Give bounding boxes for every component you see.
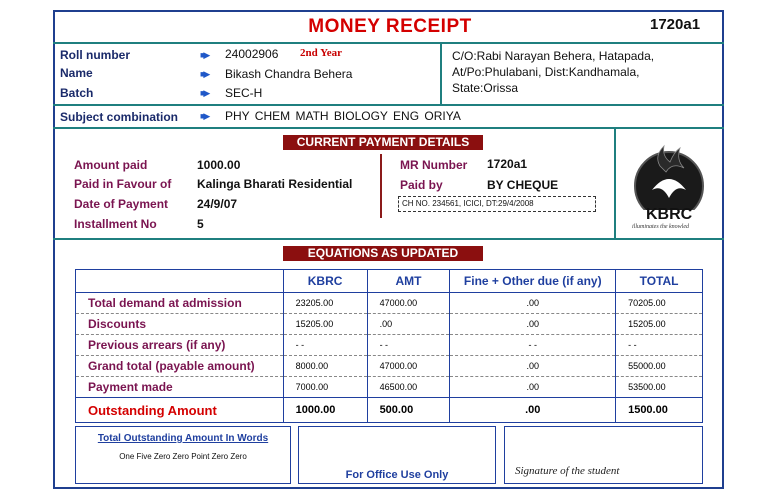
row-label: Payment made	[76, 377, 284, 398]
words-title: Total Outstanding Amount In Words	[97, 433, 269, 444]
total-cell: 1500.00	[616, 398, 703, 423]
office-label: For Office Use Only	[345, 469, 449, 481]
arrow-icon: ■▶	[200, 111, 209, 121]
amount-label: Amount paid	[74, 158, 148, 172]
words-value: One Five Zero Zero Point Zero Zero	[119, 452, 247, 461]
roll-value: 24002906	[225, 47, 279, 61]
table-row	[76, 377, 703, 398]
divider-header	[53, 42, 724, 44]
kbrc-cell: 8000.00	[283, 356, 367, 377]
address-line: State:Orissa	[452, 81, 519, 95]
fine-cell: .00	[450, 377, 616, 398]
table-row	[76, 335, 703, 356]
signature-label: Signature of the student	[515, 465, 620, 477]
favour-value: Kalinga Bharati Residential	[197, 177, 353, 191]
amt-cell: 46500.00	[367, 377, 450, 398]
fine-cell: .00	[450, 293, 616, 314]
logo-tagline: illuminates the knowled	[632, 224, 689, 230]
amt-cell: 47000.00	[367, 293, 450, 314]
outstanding-row	[76, 398, 703, 423]
page-title: MONEY RECEIPT	[308, 16, 472, 37]
mr-value: 1720a1	[487, 157, 528, 171]
divider-payment	[53, 238, 724, 240]
year-badge: 2nd Year	[300, 47, 343, 59]
total-cell: 70205.00	[616, 293, 703, 314]
roll-label: Roll number	[60, 48, 131, 62]
address-line: C/O:Rabi Narayan Behera, Hatapada,	[452, 49, 655, 63]
column-header: TOTAL	[616, 270, 703, 293]
signature-box	[504, 426, 703, 484]
kbrc-cell: 15205.00	[283, 314, 367, 335]
office-use-box	[298, 426, 496, 484]
total-cell: - -	[616, 335, 703, 356]
kbrc-cell: - -	[283, 335, 367, 356]
total-cell: 15205.00	[616, 314, 703, 335]
arrow-icon: ■▶	[200, 88, 209, 98]
arrow-icon: ■▶	[200, 69, 209, 79]
favour-label: Paid in Favour of	[74, 177, 172, 191]
logo-text: KBRC	[646, 206, 693, 223]
column-header: Fine + Other due (if any)	[450, 270, 616, 293]
amt-cell: .00	[367, 314, 450, 335]
subject-label: Subject combination	[60, 110, 179, 124]
row-label: Previous arrears (if any)	[76, 335, 284, 356]
address-line: At/Po:Phulabani, Dist:Kandhamala,	[452, 65, 640, 79]
table-row	[76, 356, 703, 377]
row-label: Grand total (payable amount)	[76, 356, 284, 377]
divider-address	[440, 42, 442, 104]
name-label: Name	[60, 66, 93, 80]
paidby-label: Paid by	[400, 178, 443, 192]
outstanding-label: Outstanding Amount	[76, 398, 284, 423]
kbrc-logo	[614, 128, 724, 238]
subject-value: PHY CHEM MATH BIOLOGY ENG ORIYA	[225, 109, 461, 123]
amount-in-words-box	[75, 426, 291, 484]
mr-label: MR Number	[400, 158, 468, 172]
table-row	[76, 314, 703, 335]
amt-cell: 47000.00	[367, 356, 450, 377]
divider-student	[53, 104, 724, 106]
fine-cell: .00	[450, 398, 616, 423]
name-value: Bikash Chandra Behera	[225, 67, 353, 81]
kbrc-cell: 1000.00	[283, 398, 367, 423]
kbrc-cell: 7000.00	[283, 377, 367, 398]
date-label: Date of Payment	[74, 197, 169, 211]
amount-value: 1000.00	[197, 158, 241, 172]
total-cell: 55000.00	[616, 356, 703, 377]
arrow-icon: ■▶	[200, 50, 209, 60]
payment-separator	[380, 154, 382, 218]
table-row	[76, 293, 703, 314]
row-label: Discounts	[76, 314, 284, 335]
column-header: KBRC	[283, 270, 367, 293]
date-value: 24/9/07	[197, 197, 238, 211]
receipt-number: 1720a1	[650, 16, 701, 33]
kbrc-cell: 23205.00	[283, 293, 367, 314]
fine-cell: .00	[450, 314, 616, 335]
batch-label: Batch	[60, 86, 94, 100]
total-cell: 53500.00	[616, 377, 703, 398]
column-header: AMT	[367, 270, 450, 293]
row-label: Total demand at admission	[76, 293, 284, 314]
amt-cell: 500.00	[367, 398, 450, 423]
fine-cell: - -	[450, 335, 616, 356]
paidby-value: BY CHEQUE	[487, 178, 559, 192]
fine-cell: .00	[450, 356, 616, 377]
table-header-row	[76, 270, 703, 293]
batch-value: SEC-H	[225, 86, 263, 100]
installment-value: 5	[197, 217, 204, 231]
cheque-details: CH NO. 234561, ICICI, DT:29/4/2008	[398, 196, 596, 212]
equations-banner: EQUATIONS AS UPDATED	[283, 246, 483, 261]
equations-table	[75, 269, 703, 423]
payment-banner: CURRENT PAYMENT DETAILS	[283, 135, 483, 150]
amt-cell: - -	[367, 335, 450, 356]
column-header	[76, 270, 284, 293]
installment-label: Installment No	[74, 217, 157, 231]
